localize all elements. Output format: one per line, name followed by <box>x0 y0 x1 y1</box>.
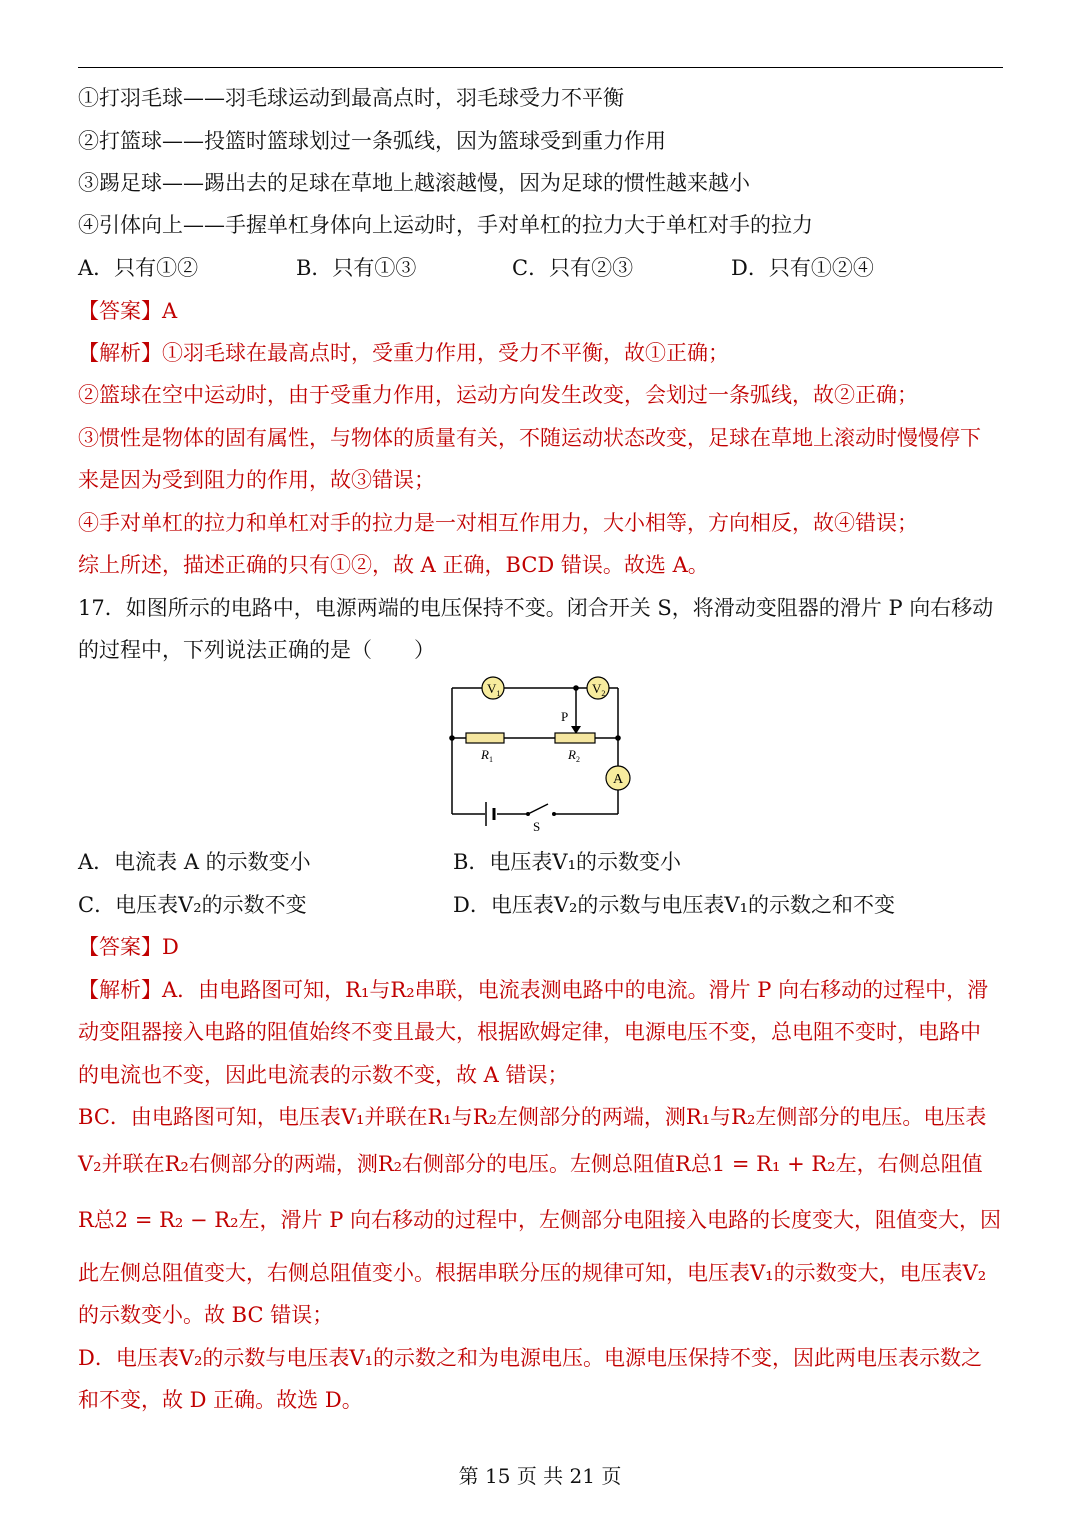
q17-analysis-9: D．电压表V₂的示数与电压表V₁的示数之和为电源电压。电源电压保持不变，因此两电压表示数之 <box>78 1346 983 1370</box>
r2-label-sub: 2 <box>575 755 580 764</box>
r1-label: R <box>481 747 489 762</box>
prev-option-a: A．只有①② <box>78 256 199 280</box>
q17-stem-line2: 的过程中，下列说法正确的是（ ） <box>78 638 435 662</box>
q17-analysis-4: BC．由电路图可知，电压表V₁并联在R₁与R₂左侧部分的两端，测R₁与R₂左侧部分的电压。电压表 <box>78 1105 987 1129</box>
q17-analysis-10: 和不变，故 D 正确。故选 D。 <box>78 1388 363 1412</box>
v2-label-sub: 2 <box>601 689 606 698</box>
prev-option-c: C．只有②③ <box>512 256 634 280</box>
svg-text:R1 <box>480 747 493 764</box>
prev-analysis-4: 来是因为受到阻力的作用，故③错误； <box>78 468 435 492</box>
v2-label: V <box>592 681 602 696</box>
prev-analysis-5: ④手对单杠的拉力和单杠对手的拉力是一对相互作用力，大小相等，方向相反，故④错误； <box>78 511 918 535</box>
q17-option-b: B．电压表V₁的示数变小 <box>453 850 682 874</box>
prev-analysis-3: ③惯性是物体的固有属性，与物体的质量有关，不随运动状态改变，足球在草地上滚动时慢慢停下 <box>78 426 981 450</box>
q17-analysis-2: 动变阻器接入电路的阻值始终不变且最大，根据欧姆定律，电源电压不变，总电阻不变时，电路中 <box>78 1020 981 1044</box>
page-footer: 第 15 页 共 21 页 <box>458 1464 622 1488</box>
q17-option-a: A．电流表 A 的示数变小 <box>78 850 311 874</box>
prev-option-b: B．只有①③ <box>296 256 417 280</box>
r2-label: R <box>568 747 576 762</box>
q17-analysis-8: 的示数变小。故 BC 错误； <box>78 1303 334 1327</box>
header-rule <box>78 67 1003 68</box>
switch-contact-left <box>526 812 530 816</box>
switch-contact-right <box>552 812 556 816</box>
r1-label-sub: 1 <box>488 755 493 764</box>
prev-option-d: D．只有①②④ <box>731 256 874 280</box>
prev-analysis-1: 【解析】①羽毛球在最高点时，受重力作用，受力不平衡，故①正确； <box>78 341 729 365</box>
q17-stem-line1: 17．如图所示的电路中，电源两端的电压保持不变。闭合开关 S，将滑动变阻器的滑片 P 向右移动 <box>78 596 994 620</box>
q17-answer: 【答案】D <box>78 935 179 959</box>
statement-4: ④引体向上——手握单杠身体向上运动时，手对单杠的拉力大于单杠对手的拉力 <box>78 213 813 237</box>
v1-label: V <box>487 681 497 696</box>
svg-text:R2 <box>567 747 580 764</box>
prev-answer: 【答案】A <box>78 299 178 323</box>
statement-2: ②打篮球——投篮时篮球划过一条弧线，因为篮球受到重力作用 <box>78 129 666 153</box>
q17-analysis-6: R总2 = R₂ − R₂左，滑片 P 向右移动的过程中，左侧部分电阻接入电路的长度变大，阻值变大，因 <box>78 1208 1002 1232</box>
switch-label: S <box>533 819 541 834</box>
q17-option-d: D．电压表V₂的示数与电压表V₁的示数之和不变 <box>453 893 896 917</box>
q17-analysis-5: V₂并联在R₂右侧部分的两端，测R₂右侧部分的电压。左侧总阻值R总1 = R₁ + R₂左，右侧总阻值 <box>78 1152 983 1176</box>
resistor-r1 <box>466 733 504 743</box>
statement-3: ③踢足球——踢出去的足球在草地上越滚越慢，因为足球的惯性越来越小 <box>78 171 750 195</box>
q17-analysis-3: 的电流也不变，因此电流表的示数不变，故 A 错误； <box>78 1063 569 1087</box>
q17-analysis-7: 此左侧总阻值变大，右侧总阻值变小。根据串联分压的规律可知，电压表V₁的示数变大，电压表V₂ <box>78 1261 987 1285</box>
statement-1: ①打羽毛球——羽毛球运动到最高点时，羽毛球受力不平衡 <box>78 86 624 110</box>
resistor-r2 <box>555 733 595 743</box>
prev-analysis-2: ②篮球在空中运动时，由于受重力作用，运动方向发生改变，会划过一条弧线，故②正确； <box>78 383 918 407</box>
slider-label: P <box>561 709 569 724</box>
circuit-diagram <box>430 668 650 838</box>
q17-analysis-1: 【解析】A．由电路图可知，R₁与R₂串联，电流表测电路中的电流。滑片 P 向右移动的过程中，滑 <box>78 978 989 1002</box>
ammeter-label: A <box>613 772 624 787</box>
v1-label-sub: 1 <box>496 689 501 698</box>
q17-option-c: C．电压表V₂的示数不变 <box>78 893 307 917</box>
prev-analysis-6: 综上所述，描述正确的只有①②，故 A 正确，BCD 错误。故选 A。 <box>78 553 709 577</box>
